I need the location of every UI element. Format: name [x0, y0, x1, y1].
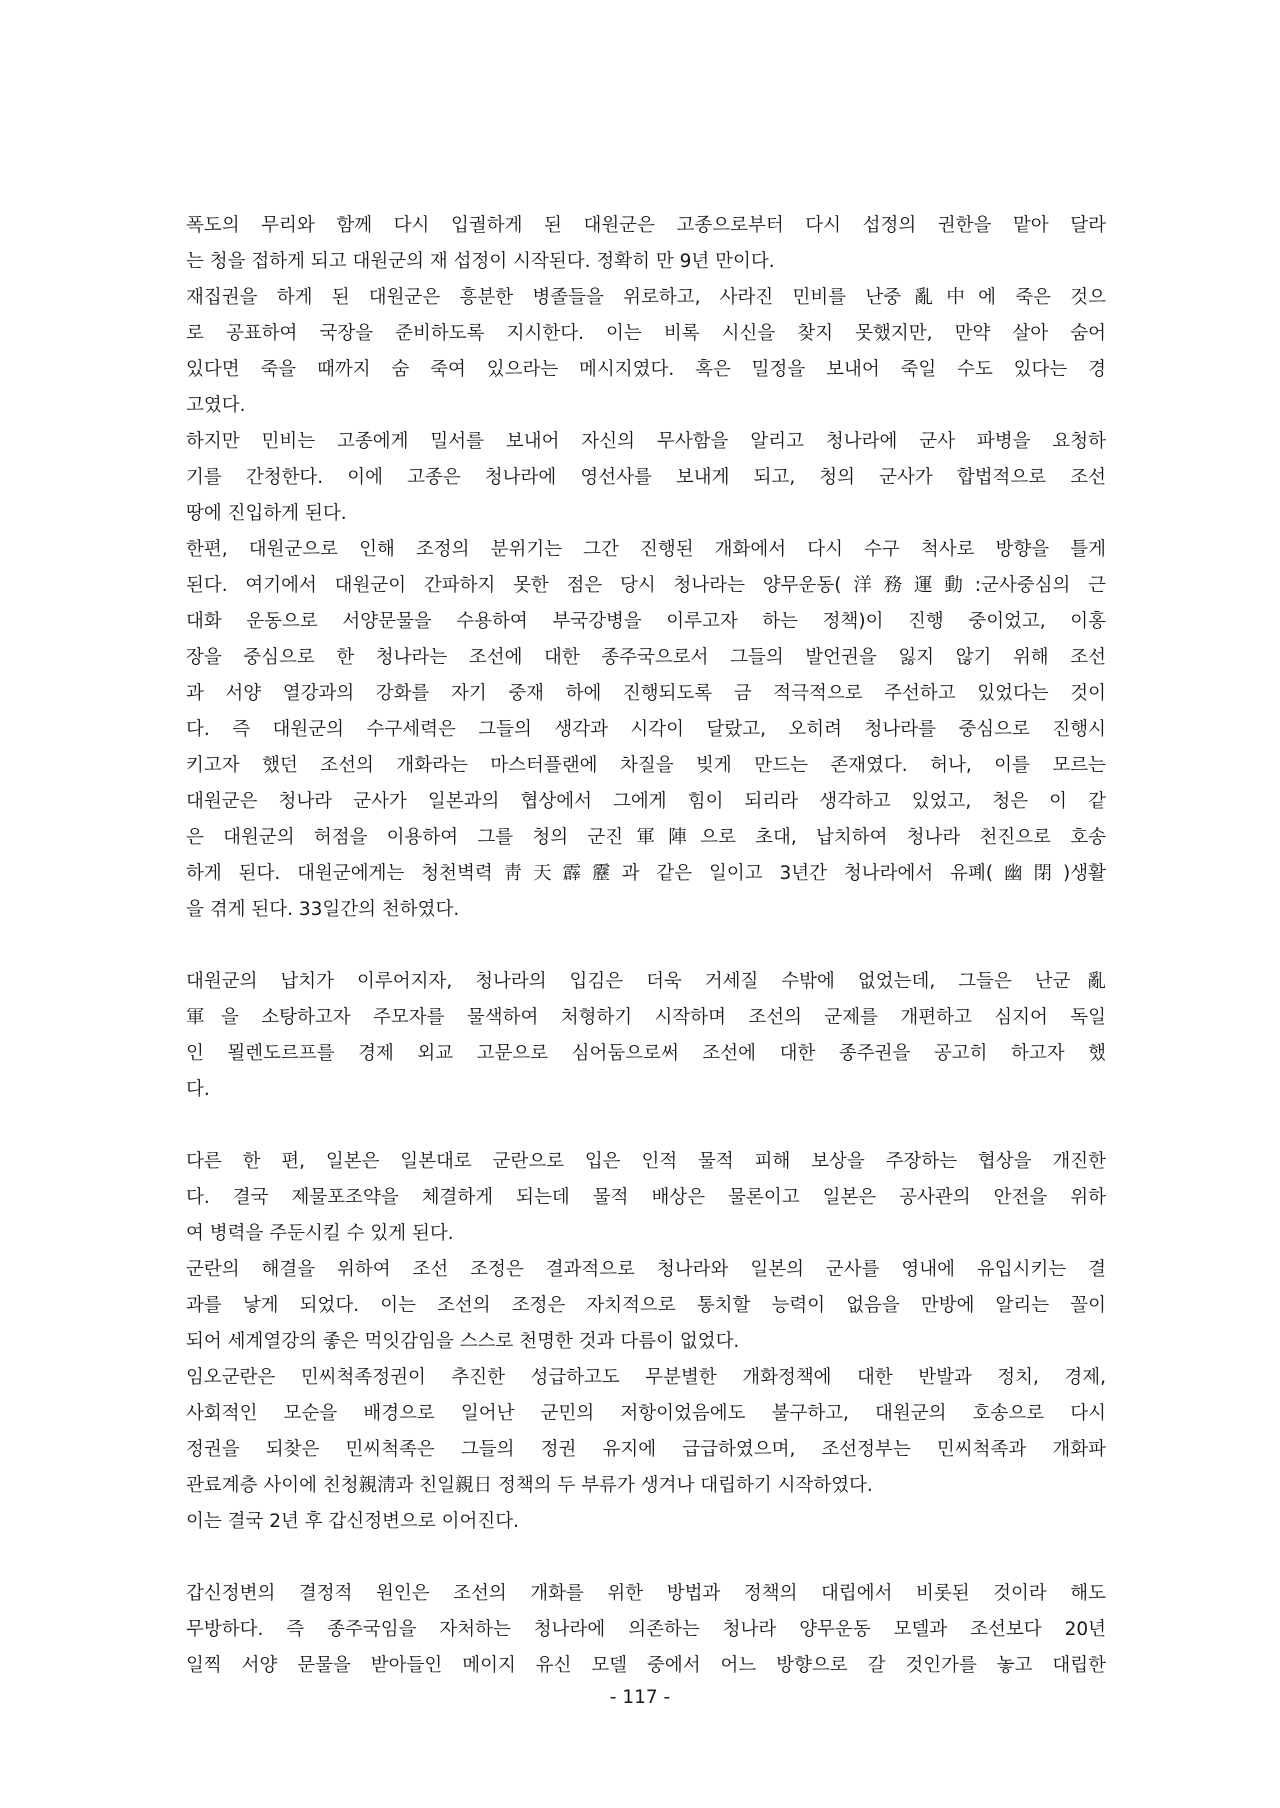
text-line: 장을 중심으로 한 청나라는 조선에 대한 종주국으로서 그들의 발언권을 잃지 않기 위해 조선: [186, 647, 1106, 668]
page-number: - 117 -: [609, 1687, 671, 1708]
paragraph: [186, 1504, 1106, 1540]
text-line: 는 청을 접하게 되고 대원군의 재 섭정이 시작된다. 정확히 만 9년 만이다.: [186, 251, 775, 272]
paragraph-gap: [186, 1540, 1106, 1576]
paragraph: [186, 208, 1106, 280]
paragraph: [186, 1576, 1106, 1684]
text-line: 다. 즉 대원군의 수구세력은 그들의 생각과 시각이 달랐고, 오히려 청나라를 중심으로 진행시: [186, 719, 1106, 740]
text-line: 재집권을 하게 된 대원군은 흥분한 병졸들을 위로하고, 사라진 민비를 난중亂中에 죽은 것으: [186, 287, 1106, 308]
text-line: 대원군은 청나라 군사가 일본과의 협상에서 그에게 힘이 되리라 생각하고 있었고, 청은 이 같: [186, 791, 1106, 812]
paragraph: [186, 280, 1106, 424]
text-line: 대화 운동으로 서양문물을 수용하여 부국강병을 이루고자 하는 정책)이 진행 중이었고, 이홍: [186, 611, 1106, 632]
text-line: 무방하다. 즉 종주국임을 자처하는 청나라에 의존하는 청나라 양무운동 모델과 조선보다 20년: [186, 1619, 1106, 1640]
text-line: 임오군란은 민씨척족정권이 추진한 성급하고도 무분별한 개화정책에 대한 반발과 정치, 경제,: [186, 1367, 1106, 1388]
text-line: 폭도의 무리와 함께 다시 입궐하게 된 대원군은 고종으로부터 다시 섭정의 권한을 맡아 달라: [186, 215, 1106, 236]
text-line: 군란의 해결을 위하여 조선 조정은 결과적으로 청나라와 일본의 군사를 영내에 유입시키는 결: [186, 1259, 1106, 1280]
text-line: 고였다.: [186, 395, 246, 416]
text-line: 사회적인 모순을 배경으로 일어난 군민의 저항이었음에도 불구하고, 대원군의 호송으로 다시: [186, 1403, 1106, 1424]
text-line: 있다면 죽을 때까지 숨 죽여 있으라는 메시지였다. 혹은 밀정을 보내어 죽일 수도 있다는 경: [186, 359, 1106, 380]
text-line: 軍을 소탕하고자 주모자를 물색하여 처형하기 시작하며 조선의 군제를 개편하고 심지어 독일: [186, 1007, 1106, 1028]
text-line: 다. 결국 제물포조약을 체결하게 되는데 물적 배상은 물론이고 일본은 공사관의 안전을 위하: [186, 1187, 1106, 1208]
text-line: 갑신정변의 결정적 원인은 조선의 개화를 위한 방법과 정책의 대립에서 비롯된 것이라 해도: [186, 1583, 1106, 1604]
text-line: 되어 세계열강의 좋은 먹잇감임을 스스로 천명한 것과 다름이 없었다.: [186, 1331, 740, 1352]
text-line: 하지만 민비는 고종에게 밀서를 보내어 자신의 무사함을 알리고 청나라에 군사 파병을 요청하: [186, 431, 1106, 452]
paragraph: [186, 1144, 1106, 1252]
text-line: 하게 된다. 대원군에게는 청천벽력靑天霹靂과 같은 일이고 3년간 청나라에서 유폐(幽閉)생활: [186, 863, 1106, 884]
paragraph: [186, 424, 1106, 532]
text-line: 한편, 대원군으로 인해 조정의 분위기는 그간 진행된 개화에서 다시 수구 척사로 방향을 틀게: [186, 539, 1106, 560]
text-line: 정권을 되찾은 민씨척족은 그들의 정권 유지에 급급하였으며, 조선정부는 민씨척족과 개화파: [186, 1439, 1106, 1460]
text-line: 은 대원군의 허점을 이용하여 그를 청의 군진軍陣으로 초대, 납치하여 청나라 천진으로 호송: [186, 827, 1106, 848]
text-line: 여 병력을 주둔시킬 수 있게 된다.: [186, 1223, 454, 1244]
body-text: [186, 208, 1106, 1684]
text-line: 키고자 했던 조선의 개화라는 마스터플랜에 차질을 빚게 만드는 존재였다. 허나, 이를 모르는: [186, 755, 1106, 776]
text-line: 인 묄렌도르프를 경제 외교 고문으로 심어둠으로써 조선에 대한 종주권을 공고히 하고자 했: [186, 1043, 1106, 1064]
text-line: 관료계층 사이에 친청親淸과 친일親日 정책의 두 부류가 생겨나 대립하기 시작하였다.: [186, 1475, 873, 1496]
text-line: 다.: [186, 1079, 210, 1100]
paragraph-gap: [186, 928, 1106, 964]
paragraph-gap: [186, 1108, 1106, 1144]
text-line: 땅에 진입하게 된다.: [186, 503, 347, 524]
paragraph: [186, 964, 1106, 1108]
text-line: 대원군의 납치가 이루어지자, 청나라의 입김은 더욱 거세질 수밖에 없었는데, 그들은 난군亂: [186, 971, 1106, 992]
text-line: 된다. 여기에서 대원군이 간파하지 못한 점은 당시 청나라는 양무운동(洋務運動:군사중심의 근: [186, 575, 1106, 596]
text-line: 과 서양 열강과의 강화를 자기 중재 하에 진행되도록 금 적극적으로 주선하고 있었다는 것이: [186, 683, 1106, 704]
text-line: 과를 낳게 되었다. 이는 조선의 조정은 자치적으로 통치할 능력이 없음을 만방에 알리는 꼴이: [186, 1295, 1106, 1316]
text-line: 이는 결국 2년 후 갑신정변으로 이어진다.: [186, 1511, 519, 1532]
text-line: 일찍 서양 문물을 받아들인 메이지 유신 모델 중에서 어느 방향으로 갈 것인가를 놓고 대립한: [186, 1655, 1106, 1676]
text-line: 다른 한 편, 일본은 일본대로 군란으로 입은 인적 물적 피해 보상을 주장하는 협상을 개진한: [186, 1151, 1106, 1172]
text-line: 기를 간청한다. 이에 고종은 청나라에 영선사를 보내게 되고, 청의 군사가 합법적으로 조선: [186, 467, 1106, 488]
paragraph: [186, 532, 1106, 928]
paragraph: [186, 1360, 1106, 1504]
text-line: 로 공표하여 국장을 준비하도록 지시한다. 이는 비록 시신을 찾지 못했지만, 만약 살아 숨어: [186, 323, 1106, 344]
text-line: 을 겪게 된다. 33일간의 천하였다.: [186, 899, 460, 920]
paragraph: [186, 1252, 1106, 1360]
